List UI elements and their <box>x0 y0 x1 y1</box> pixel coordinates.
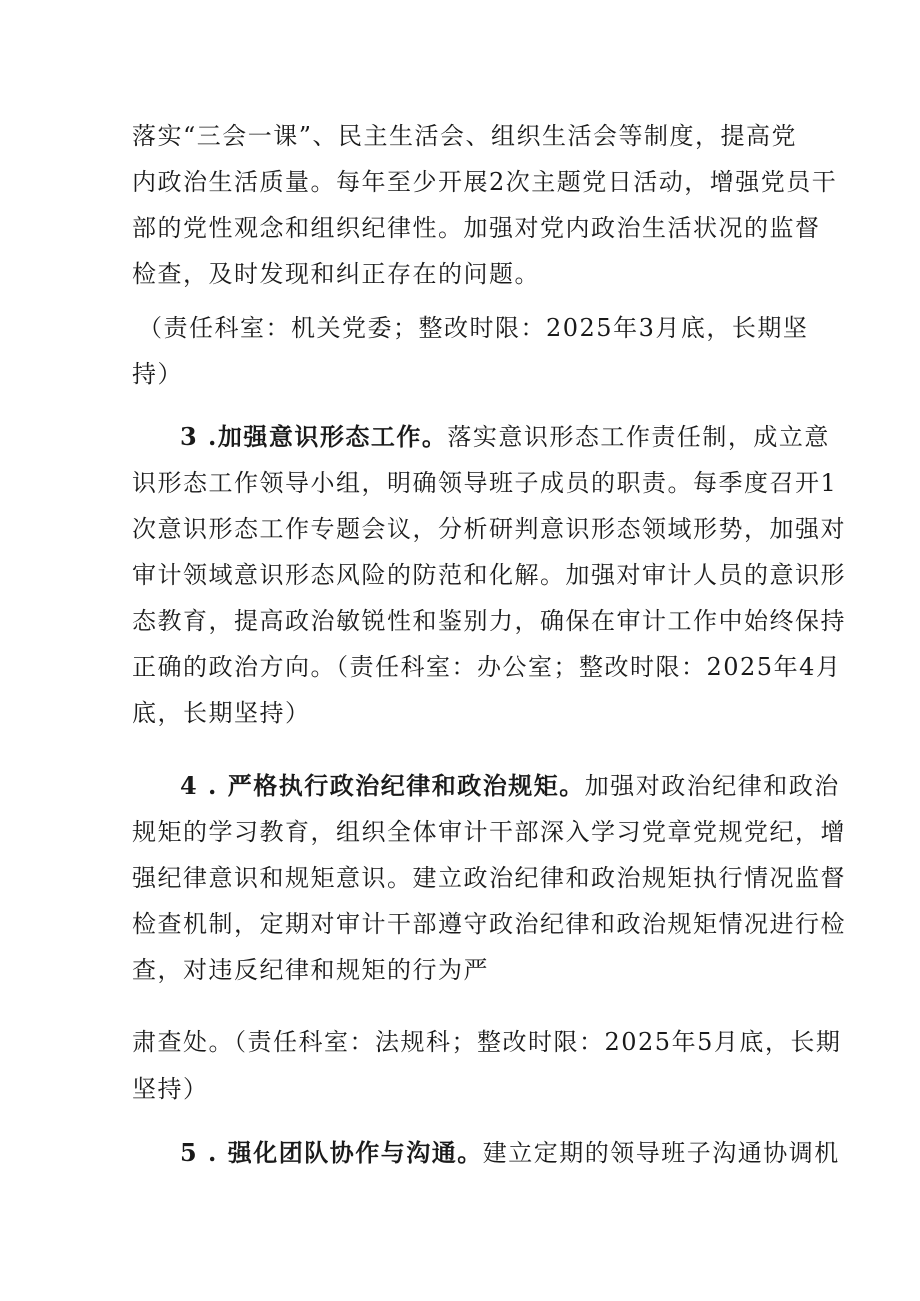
responsibility-note: 持） <box>132 360 183 388</box>
text-line: 部的党性观念和组织纪律性。加强对党内政治生活状况的监督 <box>132 214 821 242</box>
text-line: 识形态工作领导小组，明确领导班子成员的职责。每季度召开1 <box>132 469 838 497</box>
item-3-first-line <box>180 419 920 455</box>
text-line: 检查机制，定期对审计干部遵守政治纪律和政治规矩情况进行检 <box>132 910 846 938</box>
text-line: 审计领域意识形态风险的防范和化解。加强对审计人员的意识形 <box>132 561 846 589</box>
text-line: 落实意识形态工作责任制，成立意 <box>447 423 830 451</box>
paragraph-line <box>132 164 920 200</box>
item-5-first-line <box>180 1135 920 1171</box>
text-line: 加强对政治纪律和政治 <box>584 772 840 800</box>
text-line: 强纪律意识和规矩意识。建立政治纪律和政治规矩执行情况监督 <box>132 864 846 892</box>
item-4-first-line <box>180 768 920 804</box>
paragraph-line <box>132 649 920 685</box>
item-5-heading: 5 . 强化团队协作与沟通。 <box>180 1138 483 1167</box>
paragraph-line <box>138 310 920 346</box>
paragraph-line <box>132 356 920 392</box>
text-line: 内政治生活质量。每年至少开展2次主题党日活动，增强党员干 <box>132 168 838 196</box>
paragraph-line <box>132 860 920 896</box>
text-line: 肃查处。（责任科室：法规科；整改时限：2025年5月底，长期 <box>132 1028 842 1056</box>
paragraph-line <box>132 695 920 731</box>
responsibility-note: 坚持） <box>132 1075 209 1103</box>
text-line: 落实“三会一课”、民主生活会、组织生活会等制度，提高党 <box>132 122 798 150</box>
text-line: 正确的政治方向。（责任科室：办公室；整改时限：2025年4月 <box>132 653 842 681</box>
paragraph-line <box>132 1071 920 1107</box>
paragraph-line <box>132 465 920 501</box>
paragraph-line <box>132 210 920 246</box>
text-line: 规矩的学习教育，组织全体审计干部深入学习党章党规党纪，增 <box>132 818 846 846</box>
paragraph-line <box>132 511 920 547</box>
responsibility-note: 底，长期坚持） <box>132 699 311 727</box>
text-line: 建立定期的领导班子沟通协调机 <box>482 1139 840 1167</box>
paragraph-line <box>132 557 920 593</box>
paragraph-line <box>132 603 920 639</box>
paragraph-line <box>132 1024 920 1060</box>
text-line: 次意识形态工作专题会议，分析研判意识形态领域形势，加强对 <box>132 515 846 543</box>
text-line: 态教育，提高政治敏锐性和鉴别力，确保在审计工作中始终保持 <box>132 607 846 635</box>
paragraph-line <box>132 256 920 292</box>
item-4-heading: 4 . 严格执行政治纪律和政治规矩。 <box>180 771 585 800</box>
paragraph-line <box>132 814 920 850</box>
paragraph-line <box>132 118 920 154</box>
item-3-heading: 3 .加强意识形态工作。 <box>180 422 448 451</box>
text-line: 检查，及时发现和纠正存在的问题。 <box>132 260 540 288</box>
paragraph-line <box>132 906 920 942</box>
responsibility-note: （责任科室：机关党委；整改时限：2025年3月底，长期坚 <box>138 314 809 342</box>
paragraph-line <box>132 952 920 988</box>
text-line: 查，对违反纪律和规矩的行为严 <box>132 956 489 984</box>
